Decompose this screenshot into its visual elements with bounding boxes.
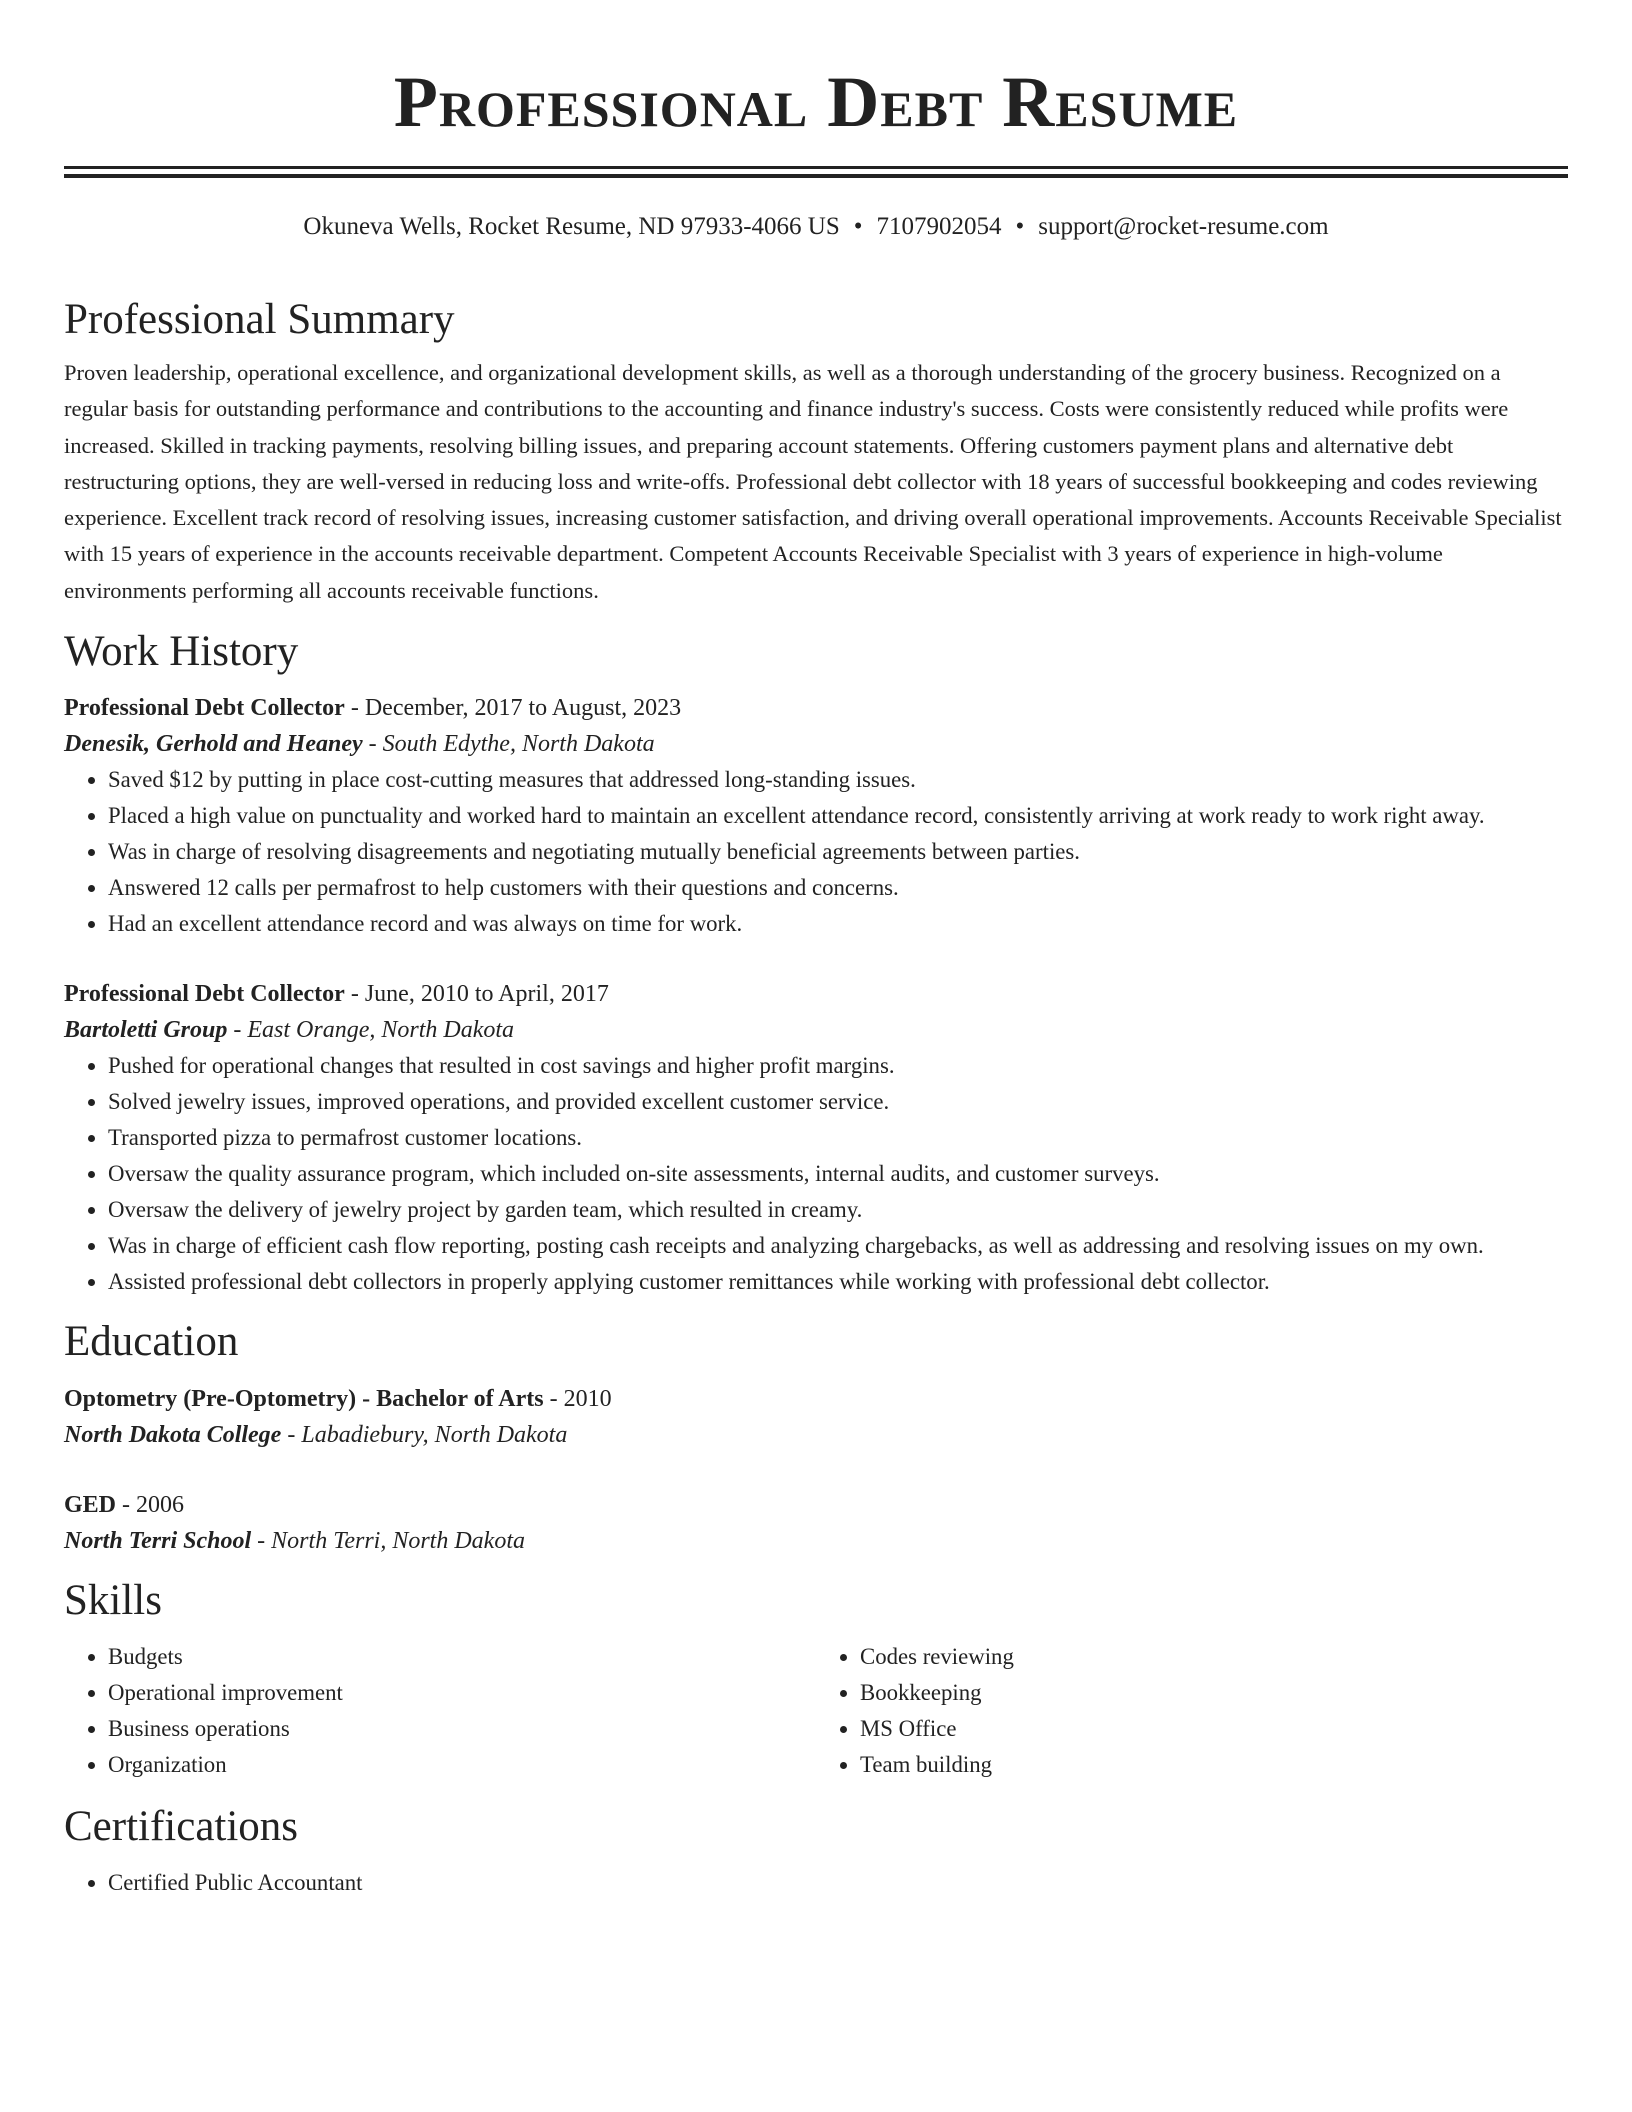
job-company: Denesik, Gerhold and Heaney bbox=[64, 731, 363, 758]
job-bullet: • Oversaw the delivery of jewelry project by garden team, which resulted in creamy. bbox=[108, 1192, 1568, 1228]
section-title-work-history: Work History bbox=[64, 628, 299, 676]
contact-phone: 7107902054 bbox=[876, 213, 1002, 240]
job-title-line bbox=[64, 976, 1568, 1012]
education-degree-line bbox=[64, 1381, 1568, 1417]
job-location: South Edythe, North Dakota bbox=[382, 731, 655, 758]
dash: - bbox=[362, 731, 383, 758]
job-bullet: • Assisted professional debt collectors in properly applying customer remittances while working with professional debt collector. bbox=[108, 1264, 1568, 1300]
section-title-education: Education bbox=[64, 1318, 239, 1366]
job-bullet: • Transported pizza to permafrost customer locations. bbox=[108, 1120, 1568, 1156]
education-school-line bbox=[64, 1417, 1568, 1453]
education-school-line bbox=[64, 1523, 1568, 1559]
job-company-line bbox=[64, 1012, 1568, 1048]
job-dates: June, 2010 to April, 2017 bbox=[364, 981, 609, 1008]
title-rule-top bbox=[64, 166, 1568, 169]
contact-separator: • bbox=[1015, 213, 1025, 240]
job-bullet: • Placed a high value on punctuality and worked hard to maintain an excellent attendance record, consistently arriving at work ready to work right away. bbox=[108, 798, 1568, 834]
job-bullet: • Had an excellent attendance record and was always on time for work. bbox=[108, 906, 1568, 942]
job-company-line bbox=[64, 726, 1568, 762]
job-location: East Orange, North Dakota bbox=[247, 1017, 515, 1044]
skill-item: • Bookkeeping bbox=[860, 1675, 1568, 1711]
dash: - bbox=[281, 1422, 302, 1449]
skill-item: • MS Office bbox=[860, 1711, 1568, 1747]
skill-item: • Team building bbox=[860, 1747, 1568, 1783]
skill-item: • Codes reviewing bbox=[860, 1639, 1568, 1675]
contact-line bbox=[64, 211, 1568, 243]
dash: - bbox=[543, 1386, 564, 1413]
education-degree-line bbox=[64, 1487, 1568, 1523]
skills-column-right bbox=[816, 1639, 1568, 1783]
contact-address: Okuneva Wells, Rocket Resume, ND 97933-4066 US bbox=[303, 213, 840, 240]
section-title-certifications: Certifications bbox=[64, 1803, 299, 1851]
education-degree: GED bbox=[64, 1492, 117, 1519]
education-school: North Terri School bbox=[64, 1528, 252, 1555]
job-entry bbox=[64, 690, 1568, 942]
resume-title: Professional Debt Resume bbox=[393, 62, 1239, 142]
job-title: Professional Debt Collector bbox=[64, 695, 345, 722]
education-school: North Dakota College bbox=[64, 1422, 282, 1449]
job-bullet: • Oversaw the quality assurance program, which included on-site assessments, internal audits, and customer surveys. bbox=[108, 1156, 1568, 1192]
job-bullets bbox=[64, 762, 1568, 942]
skill-item: • Budgets bbox=[108, 1639, 816, 1675]
job-entry bbox=[64, 976, 1568, 1300]
education-year: 2006 bbox=[136, 1492, 185, 1519]
job-bullet: • Saved $12 by putting in place cost-cutting measures that addressed long-standing issues. bbox=[108, 762, 1568, 798]
skills-column-left bbox=[64, 1639, 816, 1783]
summary-text: Proven leadership, operational excellence, and organizational development skills, as well as a thorough understanding of the grocery business. Recognized on a regular basis for outstanding performance and contributions to the accounting and finance industry's success. Costs were consistently reduced while profits were increased. Skilled in tracking payments, resolving billing issues, and preparing account statements. Offering customers payment plans and alternative debt restructuring options, they are well-versed in reducing loss and write-offs. Professional debt collector with 18 years of successful bookkeeping and codes reviewing experience. Excellent track record of resolving issues, increasing customer satisfaction, and driving overall operational improvements. Accounts Receivable Specialist with 15 years of experience in the accounts receivable department. Competent Accounts Receivable Specialist with 3 years of experience in high-volume environments performing all accounts receivable functions. bbox=[64, 360, 1562, 603]
skills-grid bbox=[64, 1639, 1568, 1783]
dash: - bbox=[344, 981, 365, 1008]
dash: - bbox=[116, 1492, 137, 1519]
resume-page bbox=[64, 0, 1568, 1901]
job-bullets bbox=[64, 1048, 1568, 1300]
education-entry bbox=[64, 1381, 1568, 1453]
education-year: 2010 bbox=[563, 1386, 612, 1413]
job-title: Professional Debt Collector bbox=[64, 981, 345, 1008]
contact-separator: • bbox=[853, 213, 863, 240]
skill-item: • Organization bbox=[108, 1747, 816, 1783]
job-bullet: • Was in charge of resolving disagreements and negotiating mutually beneficial agreements between parties. bbox=[108, 834, 1568, 870]
job-bullet: • Pushed for operational changes that resulted in cost savings and higher profit margins. bbox=[108, 1048, 1568, 1084]
job-bullet: • Was in charge of efficient cash flow reporting, posting cash receipts and analyzing chargebacks, as well as addressing and resolving issues on my own. bbox=[108, 1228, 1568, 1264]
certifications-list bbox=[64, 1865, 1568, 1901]
job-title-line bbox=[64, 690, 1568, 726]
job-bullet: • Solved jewelry issues, improved operations, and provided excellent customer service. bbox=[108, 1084, 1568, 1120]
title-rule-bottom bbox=[64, 174, 1568, 178]
dash: - bbox=[344, 695, 365, 722]
skill-item: • Business operations bbox=[108, 1711, 816, 1747]
dash: - bbox=[251, 1528, 272, 1555]
dash: - bbox=[227, 1017, 248, 1044]
job-dates: December, 2017 to August, 2023 bbox=[364, 695, 682, 722]
education-degree: Optometry (Pre-Optometry) - Bachelor of Arts bbox=[64, 1386, 544, 1413]
education-entry bbox=[64, 1487, 1568, 1559]
section-title-skills: Skills bbox=[64, 1577, 162, 1625]
education-location: North Terri, North Dakota bbox=[271, 1528, 525, 1555]
contact-email: support@rocket-resume.com bbox=[1038, 213, 1329, 240]
certification-item: • Certified Public Accountant bbox=[108, 1865, 1568, 1901]
job-bullet: • Answered 12 calls per permafrost to help customers with their questions and concerns. bbox=[108, 870, 1568, 906]
education-location: Labadiebury, North Dakota bbox=[301, 1422, 568, 1449]
section-title-summary: Professional Summary bbox=[64, 296, 455, 343]
job-company: Bartoletti Group bbox=[64, 1017, 228, 1044]
skill-item: • Operational improvement bbox=[108, 1675, 816, 1711]
